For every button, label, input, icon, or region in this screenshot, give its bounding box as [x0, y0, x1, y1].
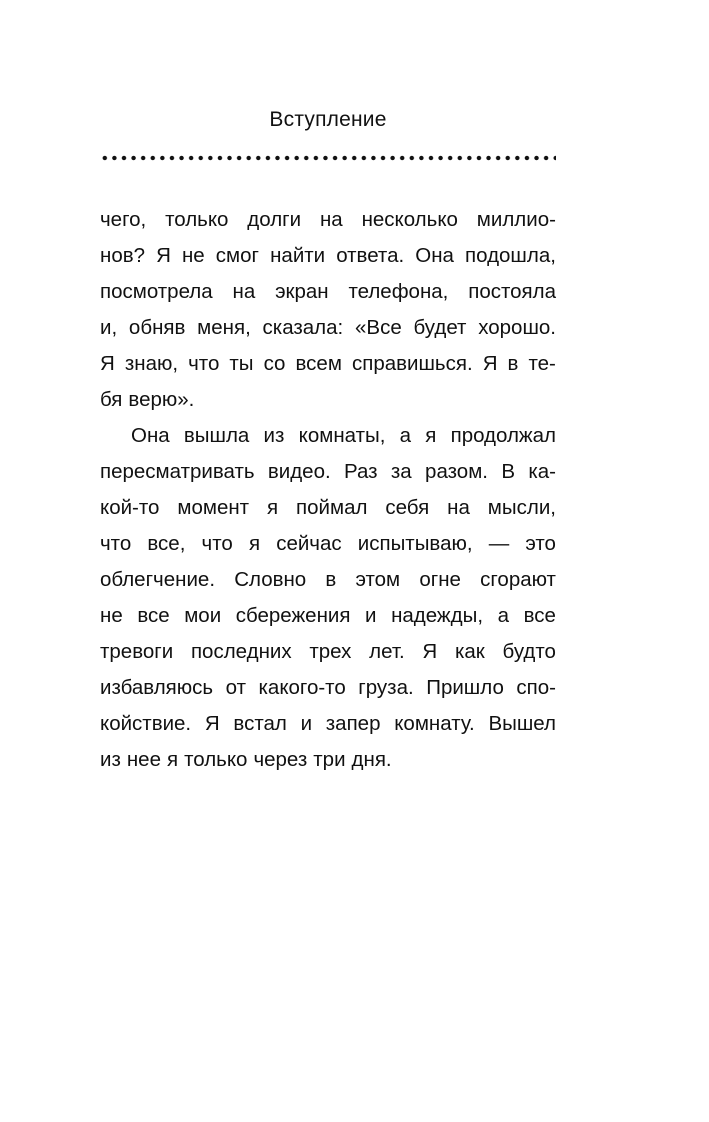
text-line — [100, 346, 556, 382]
text-line — [100, 274, 556, 310]
word: знаю, — [124, 352, 179, 375]
word: кой-то — [100, 496, 160, 519]
text-line — [100, 454, 556, 490]
text-line — [100, 742, 556, 778]
word: сбережения — [235, 604, 351, 627]
word: я — [166, 748, 179, 771]
word: подошла, — [465, 244, 556, 267]
word: найти — [270, 244, 326, 267]
word: себя — [385, 496, 430, 519]
word: разом. — [425, 460, 488, 483]
word: сказала: — [262, 316, 344, 339]
text-line — [100, 238, 556, 274]
word: всем — [295, 352, 342, 375]
word: вышла — [183, 424, 250, 447]
word: будто — [502, 640, 556, 663]
text-line — [100, 202, 556, 238]
word: бя — [100, 388, 123, 411]
word: мысли, — [487, 496, 556, 519]
word: какого-то — [258, 676, 346, 699]
word: ты — [229, 352, 254, 375]
word: трех — [309, 640, 352, 663]
word: только — [184, 748, 248, 771]
word: Я — [156, 244, 171, 267]
word: сейчас — [276, 532, 342, 555]
word: я — [267, 496, 279, 519]
text-line — [100, 418, 556, 454]
word: через — [253, 748, 308, 771]
paragraph-2 — [100, 418, 556, 778]
word: поймал — [296, 496, 368, 519]
text-line — [100, 310, 556, 346]
word: продолжал — [450, 424, 556, 447]
word: что — [201, 532, 233, 555]
word: пересматривать — [100, 460, 255, 483]
word: запер — [325, 712, 381, 735]
word: из — [263, 424, 285, 447]
word: те- — [528, 352, 556, 375]
word: как — [454, 640, 485, 663]
text-line — [100, 598, 556, 634]
word: облегчение. — [100, 568, 216, 591]
word: последних — [190, 640, 292, 663]
word: обняв — [128, 316, 186, 339]
word: Пришло — [426, 676, 504, 699]
word: этом — [355, 568, 401, 591]
word: справишься. — [351, 352, 473, 375]
word: испытываю, — [357, 532, 473, 555]
word: телефона, — [348, 280, 449, 303]
word: а — [399, 424, 412, 447]
word: все — [137, 604, 170, 627]
word: Она — [415, 244, 454, 267]
word: верю». — [128, 388, 195, 411]
word: нов? — [100, 244, 146, 267]
word: в — [507, 352, 519, 375]
word: со — [263, 352, 286, 375]
text-line — [100, 670, 556, 706]
word: ответа. — [336, 244, 405, 267]
word: избавляюсь — [100, 676, 214, 699]
word: а — [497, 604, 510, 627]
word: сгорают — [480, 568, 556, 591]
word: посмотрела — [100, 280, 213, 303]
word: ка- — [528, 460, 556, 483]
word: мои — [184, 604, 222, 627]
text-line — [100, 706, 556, 742]
word: Раз — [344, 460, 378, 483]
dotted-divider — [100, 155, 556, 161]
text-line — [100, 490, 556, 526]
word: лет. — [369, 640, 405, 663]
word: нее — [126, 748, 161, 771]
text-line — [100, 382, 556, 418]
word: Я — [482, 352, 498, 375]
word: дня. — [351, 748, 392, 771]
word: от — [225, 676, 246, 699]
word: я — [425, 424, 437, 447]
word: Я — [204, 712, 220, 735]
word: Словно — [234, 568, 307, 591]
word: в — [325, 568, 337, 591]
word: — — [488, 532, 510, 555]
word: три — [313, 748, 346, 771]
word: из — [100, 748, 121, 771]
word: на — [319, 208, 343, 231]
word: меня, — [197, 316, 251, 339]
word: Я — [100, 352, 115, 375]
word: и — [300, 712, 313, 735]
word: койствие. — [100, 712, 192, 735]
word: это — [525, 532, 556, 555]
word: груза. — [358, 676, 414, 699]
word: и — [365, 604, 377, 627]
word: В — [501, 460, 515, 483]
word: что — [188, 352, 220, 375]
word: чего, — [100, 208, 147, 231]
word: за — [390, 460, 412, 483]
word: долги — [247, 208, 302, 231]
text-line — [100, 526, 556, 562]
word: Вышел — [488, 712, 556, 735]
word: будет — [413, 316, 467, 339]
word: только — [165, 208, 229, 231]
word: хорошо. — [478, 316, 556, 339]
word: все, — [147, 532, 186, 555]
word: не — [100, 604, 123, 627]
word: несколько — [361, 208, 458, 231]
word: я — [248, 532, 261, 555]
running-title: Вступление — [269, 108, 387, 131]
word: Я — [422, 640, 438, 663]
word: на — [232, 280, 256, 303]
text-line — [100, 562, 556, 598]
word: надежды, — [391, 604, 484, 627]
word: момент — [177, 496, 250, 519]
word: и, — [100, 316, 118, 339]
word: не — [181, 244, 205, 267]
word: тревоги — [100, 640, 174, 663]
word: все — [523, 604, 556, 627]
word: что — [100, 532, 132, 555]
word: постояла — [468, 280, 556, 303]
word: экран — [275, 280, 329, 303]
word: «Все — [355, 316, 402, 339]
word: миллио- — [476, 208, 556, 231]
body-text — [100, 202, 556, 778]
word: смог — [215, 244, 260, 267]
word: видео. — [267, 460, 331, 483]
word: встал — [233, 712, 287, 735]
word: Она — [131, 424, 170, 447]
word: комнаты, — [298, 424, 386, 447]
word: огне — [419, 568, 461, 591]
text-line — [100, 634, 556, 670]
word: комнату. — [394, 712, 475, 735]
word: на — [447, 496, 470, 519]
paragraph-1 — [100, 202, 556, 418]
word: спо- — [516, 676, 556, 699]
